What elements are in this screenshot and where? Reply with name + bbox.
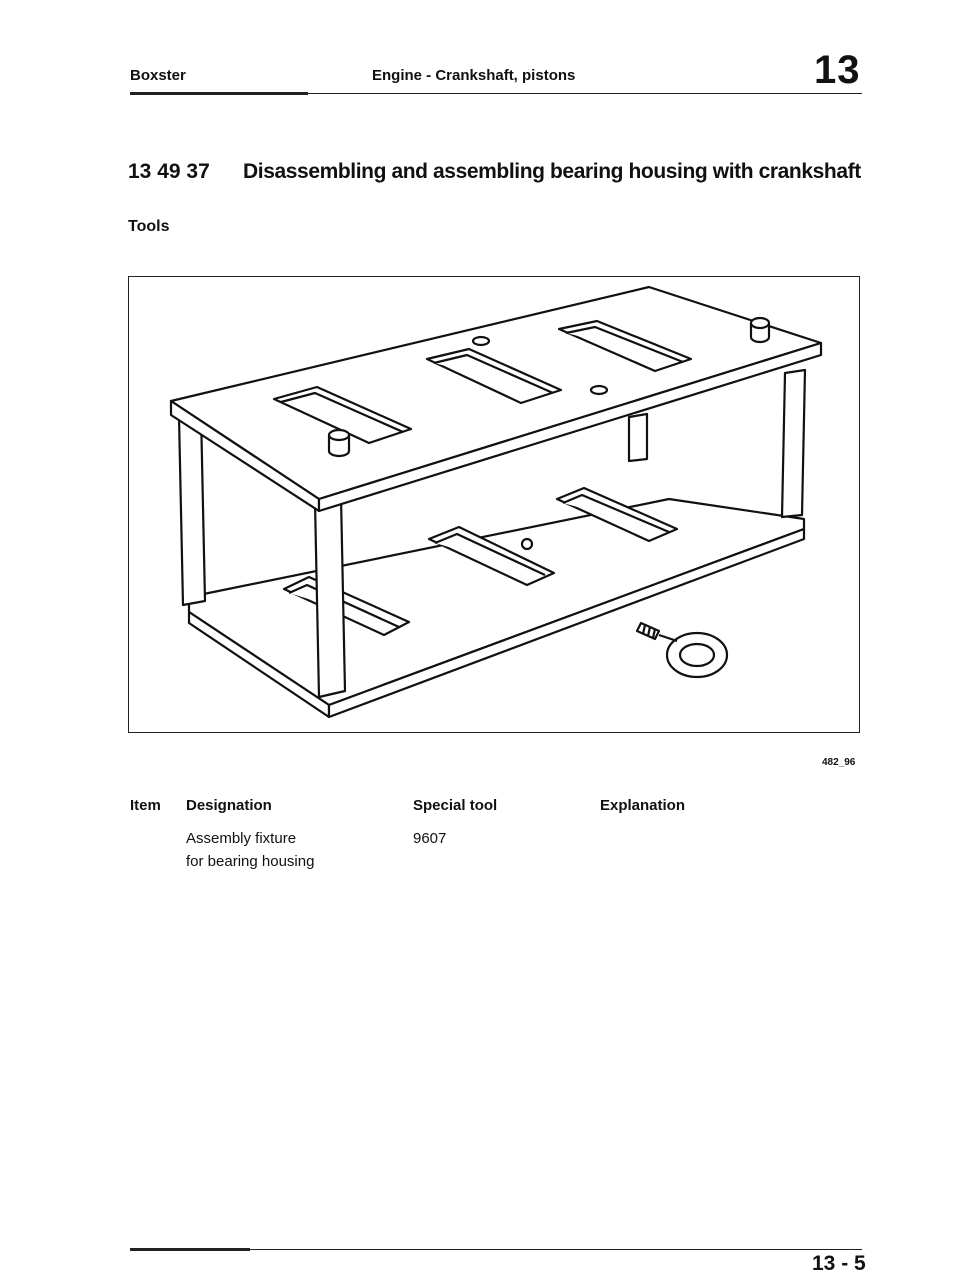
page-number: 13 - 5: [812, 1252, 866, 1275]
tools-heading: Tools: [128, 218, 170, 235]
row-special-tool: 9607: [413, 830, 447, 847]
column-header-special-tool: Special tool: [413, 797, 498, 814]
tool-illustration-frame: [128, 276, 860, 733]
row-designation-line2: for bearing housing: [186, 853, 315, 870]
assembly-fixture-illustration: [129, 277, 861, 734]
figure-id: 482_96: [822, 757, 856, 768]
column-header-item: Item: [130, 797, 161, 814]
column-header-explanation: Explanation: [600, 797, 686, 814]
row-designation-line1: Assembly fixture: [186, 830, 297, 847]
column-header-designation: Designation: [186, 797, 272, 814]
section-title: Disassembling and assembling bearing housing with crankshaft: [243, 160, 861, 183]
header-model: Boxster: [130, 67, 186, 84]
header-section-title: Engine - Crankshaft, pistons: [372, 67, 576, 84]
header-rule: [130, 93, 862, 94]
section-number: 13 49 37: [128, 160, 210, 183]
footer-rule: [130, 1249, 862, 1250]
header-group-number: 13: [814, 48, 861, 92]
